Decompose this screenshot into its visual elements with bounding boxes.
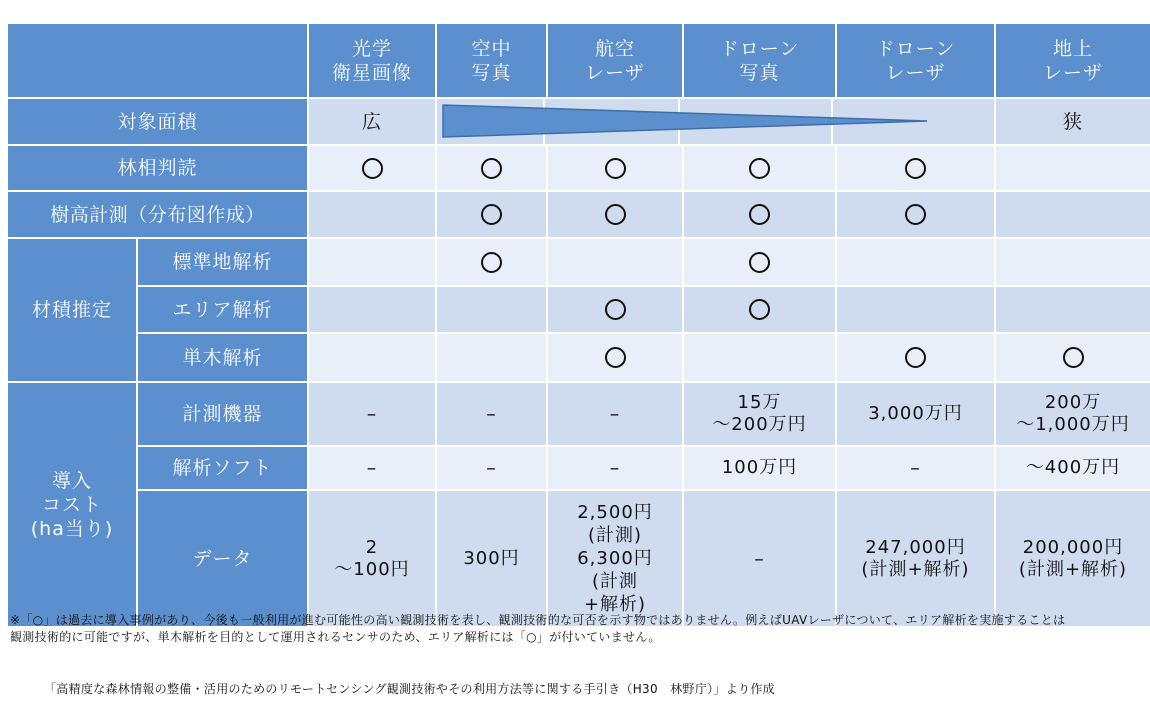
- cell-tree-height-5: [996, 192, 1150, 237]
- cell-standard-1: [437, 239, 546, 285]
- cell-area-analysis-4: [837, 287, 994, 332]
- circle-mark-icon: [905, 347, 926, 368]
- cell-single-tree-1: [437, 334, 546, 381]
- cell-software-3: 100万円: [684, 447, 835, 489]
- area-wedge-shape: [443, 105, 927, 137]
- column-header-drone-photo: ドローン 写真: [684, 24, 835, 97]
- circle-mark-icon: [481, 158, 502, 179]
- cell-equipment-2: –: [548, 383, 682, 445]
- row-label-area-analysis: エリア解析: [138, 287, 307, 332]
- row-label-standard-plot: 標準地解析: [138, 239, 307, 285]
- cell-equipment-0: –: [309, 383, 435, 445]
- row-label-data: データ: [138, 491, 307, 626]
- circle-mark-icon: [749, 252, 770, 273]
- cell-forest-type-0: [309, 146, 435, 190]
- cell-forest-type-4: [837, 146, 994, 190]
- cell-standard-0: [309, 239, 435, 285]
- column-header-aerial-photo: 空中 写真: [437, 24, 546, 97]
- cell-forest-type-1: [437, 146, 546, 190]
- circle-mark-icon: [749, 158, 770, 179]
- cell-software-1: –: [437, 447, 546, 489]
- cell-equipment-1: –: [437, 383, 546, 445]
- row-label-equipment: 計測機器: [138, 383, 307, 445]
- cell-single-tree-3: [684, 334, 835, 381]
- row-label-area: 対象面積: [8, 99, 307, 144]
- circle-mark-icon: [749, 204, 770, 225]
- source-citation: 「高精度な森林情報の整備・活用のためのリモートセンシング観測技術やその利用方法等に関する手引き（H30 林野庁）」より作成: [44, 682, 775, 696]
- cell-data-3: –: [684, 491, 835, 626]
- cell-area-analysis-0: [309, 287, 435, 332]
- cell-data-2: 2,500円 (計測) 6,300円 (計測 +解析): [548, 491, 682, 626]
- column-header-aerial-laser: 航空 レーザ: [548, 24, 682, 97]
- cell-equipment-5: 200万 ～1,000万円: [996, 383, 1150, 445]
- circle-mark-icon: [481, 204, 502, 225]
- cell-equipment-3: 15万 ～200万円: [684, 383, 835, 445]
- cell-forest-type-2: [548, 146, 682, 190]
- area-narrow-label: 狭: [996, 99, 1150, 144]
- row-group-volume: 材積推定: [8, 239, 136, 381]
- cell-single-tree-5: [996, 334, 1150, 381]
- row-label-tree-height: 樹高計測（分布図作成）: [8, 192, 307, 237]
- cell-area-analysis-3: [684, 287, 835, 332]
- circle-mark-icon: [605, 299, 626, 320]
- circle-mark-icon: [605, 204, 626, 225]
- cell-tree-height-4: [837, 192, 994, 237]
- cell-single-tree-2: [548, 334, 682, 381]
- circle-mark-icon: [1063, 347, 1084, 368]
- cell-data-4: 247,000円 (計測+解析): [837, 491, 994, 626]
- cell-single-tree-0: [309, 334, 435, 381]
- circle-mark-icon: [605, 158, 626, 179]
- cell-standard-4: [837, 239, 994, 285]
- cell-data-5: 200,000円 (計測+解析): [996, 491, 1150, 626]
- cell-equipment-4: 3,000万円: [837, 383, 994, 445]
- area-wide-label: 広: [309, 99, 435, 144]
- cell-software-4: –: [837, 447, 994, 489]
- footnote-text: ※「○」は過去に導入事例があり、今後も一般利用が進む可能性の高い観測技術を表し、観測技術的な可否を示す物ではありません。例えばUAVレーザについて、エリア解析を実施することは観測技術的に可能ですが、単木解析を目的として運用されるセンサのため、エリア解析には「○」が付いていません。: [10, 613, 1066, 644]
- cell-single-tree-4: [837, 334, 994, 381]
- cell-software-5: ～400万円: [996, 447, 1150, 489]
- cell-area-analysis-2: [548, 287, 682, 332]
- cell-standard-2: [548, 239, 682, 285]
- cell-standard-5: [996, 239, 1150, 285]
- cell-data-0: 2 ～100円: [309, 491, 435, 626]
- cell-tree-height-3: [684, 192, 835, 237]
- cell-tree-height-1: [437, 192, 546, 237]
- circle-mark-icon: [605, 347, 626, 368]
- column-header-ground-laser: 地上 レーザ: [996, 24, 1150, 97]
- cell-tree-height-2: [548, 192, 682, 237]
- column-header-drone-laser: ドローン レーザ: [837, 24, 994, 97]
- cell-area-analysis-5: [996, 287, 1150, 332]
- cell-software-2: –: [548, 447, 682, 489]
- row-label-single-tree: 単木解析: [138, 334, 307, 381]
- row-label-software: 解析ソフト: [138, 447, 307, 489]
- circle-mark-icon: [905, 204, 926, 225]
- circle-mark-icon: [362, 158, 383, 179]
- cell-forest-type-5: [996, 146, 1150, 190]
- area-wedge-arrow: [437, 99, 994, 144]
- cell-forest-type-3: [684, 146, 835, 190]
- header-corner: [8, 24, 307, 97]
- cell-area-analysis-1: [437, 287, 546, 332]
- cell-tree-height-0: [309, 192, 435, 237]
- circle-mark-icon: [749, 299, 770, 320]
- cell-software-0: –: [309, 447, 435, 489]
- column-header-optical-satellite: 光学 衛星画像: [309, 24, 435, 97]
- cell-standard-3: [684, 239, 835, 285]
- circle-mark-icon: [481, 252, 502, 273]
- row-label-forest-type: 林相判読: [8, 146, 307, 190]
- circle-mark-icon: [905, 158, 926, 179]
- row-group-cost: 導入 コスト (ha当り): [8, 383, 136, 626]
- cell-data-1: 300円: [437, 491, 546, 626]
- comparison-table: [8, 24, 1130, 615]
